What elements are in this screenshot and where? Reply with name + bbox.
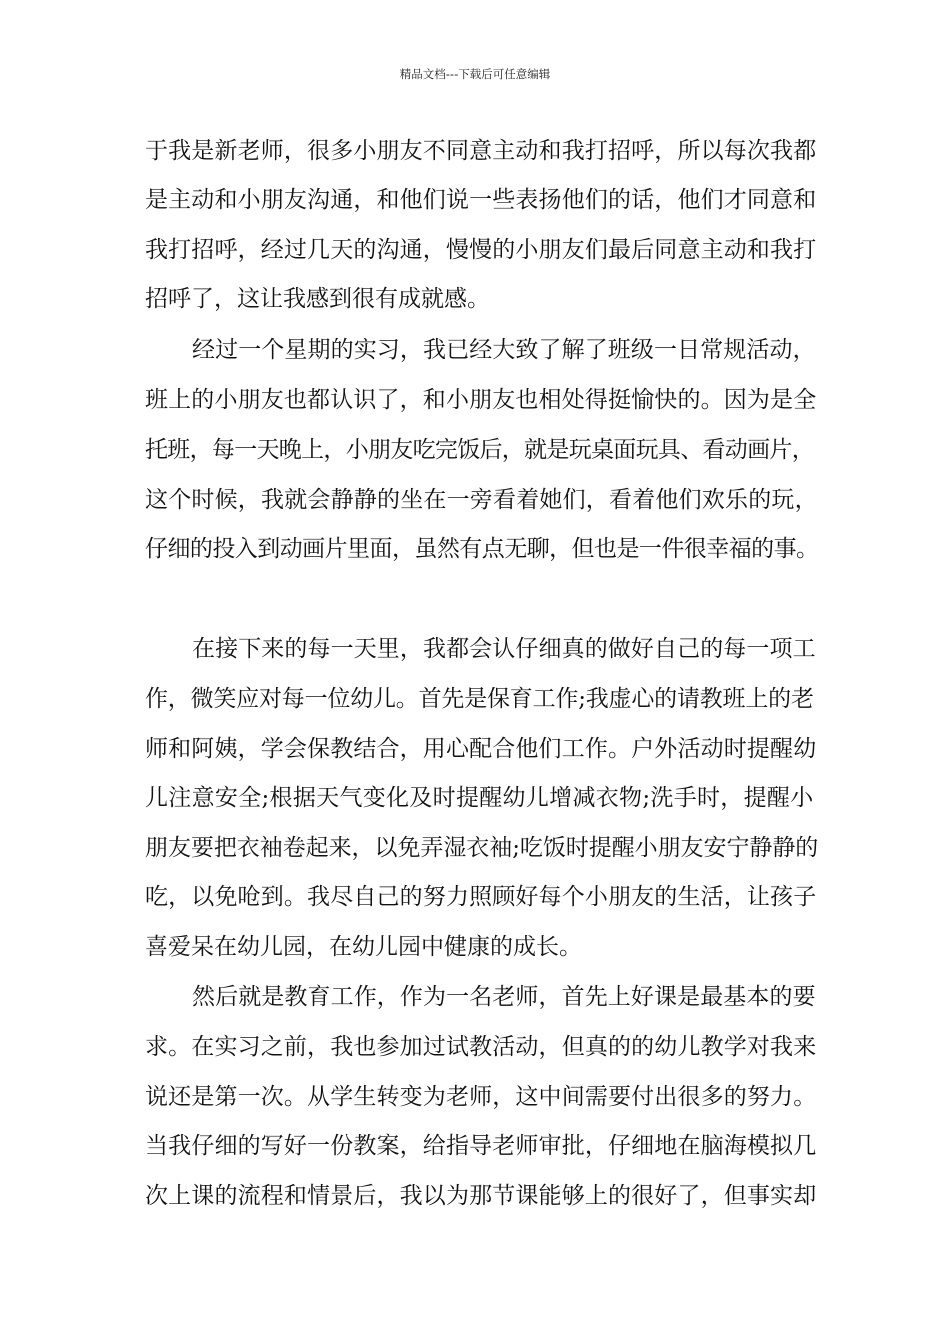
text-line: 班上的小朋友也都认识了，和小朋友也相处得挺愉快的。因为是全 [145, 387, 817, 413]
text-line: 喜爱呆在幼儿园，在幼儿园中健康的成长。 [145, 934, 582, 960]
page-header: 精品文档---下载后可任意编辑 [399, 67, 551, 81]
text-line: 托班，每一天晚上，小朋友吃完饭后，就是玩桌面玩具、看动画片， [145, 437, 815, 463]
text-line: 仔细的投入到动画片里面，虽然有点无聊，但也是一件很幸福的事。 [145, 536, 819, 562]
text-line: 儿注意安全;根据天气变化及时提醒幼儿增减衣物;洗手时，提醒小 [145, 785, 814, 811]
text-line: 朋友要把衣袖卷起来，以免弄湿衣袖;吃饭时提醒小朋友安宁静静的 [145, 835, 819, 861]
text-line: 作，微笑应对每一位幼儿。首先是保育工作;我虚心的请教班上的老 [145, 686, 814, 712]
text-line: 于我是新老师，很多小朋友不同意主动和我打招呼，所以每次我都 [145, 138, 817, 164]
text-line: 在接下来的每一天里，我都会认仔细真的做好自己的每一项工 [192, 636, 816, 662]
text-line: 我打招呼，经过几天的沟通，慢慢的小朋友们最后同意主动和我打 [145, 237, 817, 263]
text-line: 说还是第一次。从学生转变为老师，这中间需要付出很多的努力。 [145, 1084, 817, 1110]
text-line: 是主动和小朋友沟通，和他们说一些表扬他们的话，他们才同意和 [145, 187, 817, 213]
text-line: 吃，以免呛到。我尽自己的努力照顾好每个小朋友的生活，让孩子 [145, 884, 817, 910]
text-line: 师和阿姨，学会保教结合，用心配合他们工作。户外活动时提醒幼 [145, 736, 817, 762]
text-line: 经过一个星期的实习，我已经大致了解了班级一日常规活动， [192, 337, 816, 363]
text-line: 求。在实习之前，我也参加过试教活动，但真的的幼儿教学对我来 [145, 1034, 817, 1060]
text-line: 这个时候，我就会静静的坐在一旁看着她们，看着他们欢乐的玩， [145, 487, 818, 513]
text-line: 次上课的流程和情景后，我以为那节课能够上的很好了，但事实却 [145, 1183, 817, 1209]
text-line: 招呼了，这让我感到很有成就感。 [145, 286, 490, 312]
text-line: 然后就是教育工作，作为一名老师，首先上好课是最基本的要 [192, 984, 816, 1010]
text-line: 当我仔细的写好一份教案，给指导老师审批，仔细地在脑海模拟几 [145, 1133, 817, 1159]
